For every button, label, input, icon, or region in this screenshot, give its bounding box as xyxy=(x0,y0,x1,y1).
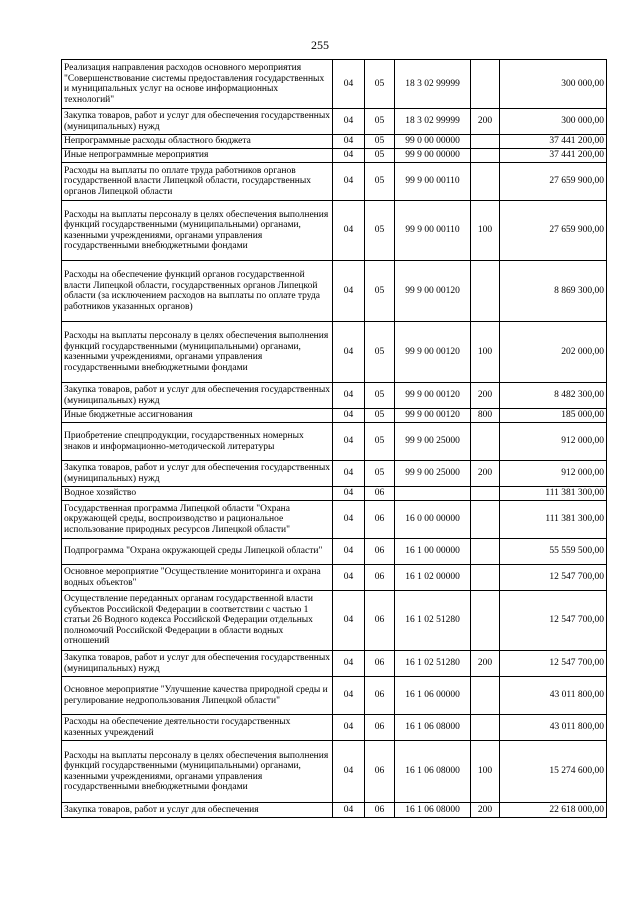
target-article-code: 99 9 00 00110 xyxy=(395,201,471,261)
section-code: 04 xyxy=(333,60,365,109)
section-code: 04 xyxy=(333,423,365,461)
section-code: 04 xyxy=(333,565,365,591)
subsection-code: 05 xyxy=(365,60,395,109)
target-article-code: 16 0 00 00000 xyxy=(395,501,471,539)
item-name: Закупка товаров, работ и услуг для обеспечения государственных (муниципальных) нужд xyxy=(62,651,333,677)
section-code: 04 xyxy=(333,461,365,487)
subsection-code: 05 xyxy=(365,322,395,383)
section-code: 04 xyxy=(333,501,365,539)
subsection-code: 06 xyxy=(365,539,395,565)
table-row xyxy=(62,651,607,677)
item-name: Расходы на обеспечение функций органов государственной власти Липецкой области, государственных органов Липецкой области (за исключением расходов на выплаты по оплате труда работников указанных органов) xyxy=(62,261,333,322)
amount: 12 547 700,00 xyxy=(500,651,607,677)
section-code: 04 xyxy=(333,677,365,715)
item-name: Закупка товаров, работ и услуг для обеспечения государственных (муниципальных) нужд xyxy=(62,383,333,409)
expense-type-code xyxy=(471,591,500,651)
amount: 15 274 600,00 xyxy=(500,741,607,803)
subsection-code: 05 xyxy=(365,409,395,423)
budget-table-body xyxy=(62,60,607,818)
table-row xyxy=(62,383,607,409)
item-name: Основное мероприятие "Улучшение качества природной среды и регулирование недропользования Липецкой области" xyxy=(62,677,333,715)
subsection-code: 06 xyxy=(365,487,395,501)
expense-type-code xyxy=(471,501,500,539)
item-name: Расходы на выплаты персоналу в целях обеспечения выполнения функций государственными (муниципальными) органами, казенными учреждениями, органами управления государственными внебюджетными фондами xyxy=(62,322,333,383)
item-name: Закупка товаров, работ и услуг для обеспечения государственных (муниципальных) нужд xyxy=(62,461,333,487)
target-article-code: 99 9 00 00120 xyxy=(395,383,471,409)
amount: 111 381 300,00 xyxy=(500,487,607,501)
target-article-code: 16 1 02 51280 xyxy=(395,591,471,651)
subsection-code: 05 xyxy=(365,135,395,149)
expense-type-code xyxy=(471,677,500,715)
subsection-code: 05 xyxy=(365,423,395,461)
subsection-code: 06 xyxy=(365,677,395,715)
item-name: Расходы на выплаты по оплате труда работников органов государственной власти Липецкой области, государственных органов Липецкой области xyxy=(62,163,333,201)
target-article-code: 16 1 06 08000 xyxy=(395,715,471,741)
expense-type-code xyxy=(471,163,500,201)
section-code: 04 xyxy=(333,163,365,201)
subsection-code: 05 xyxy=(365,149,395,163)
section-code: 04 xyxy=(333,651,365,677)
item-name: Закупка товаров, работ и услуг для обеспечения xyxy=(62,803,333,818)
item-name: Иные бюджетные ассигнования xyxy=(62,409,333,423)
section-code: 04 xyxy=(333,322,365,383)
target-article-code: 16 1 02 51280 xyxy=(395,651,471,677)
table-row xyxy=(62,109,607,135)
expense-type-code: 100 xyxy=(471,741,500,803)
expense-type-code xyxy=(471,423,500,461)
table-row xyxy=(62,149,607,163)
subsection-code: 06 xyxy=(365,803,395,818)
amount: 912 000,00 xyxy=(500,461,607,487)
section-code: 04 xyxy=(333,409,365,423)
target-article-code: 99 9 00 25000 xyxy=(395,461,471,487)
table-row xyxy=(62,409,607,423)
amount: 300 000,00 xyxy=(500,109,607,135)
section-code: 04 xyxy=(333,591,365,651)
amount: 27 659 900,00 xyxy=(500,163,607,201)
target-article-code: 16 1 00 00000 xyxy=(395,539,471,565)
target-article-code: 99 9 00 00120 xyxy=(395,409,471,423)
table-row xyxy=(62,715,607,741)
amount: 12 547 700,00 xyxy=(500,591,607,651)
expense-type-code: 200 xyxy=(471,651,500,677)
expense-type-code: 200 xyxy=(471,803,500,818)
target-article-code: 18 3 02 99999 xyxy=(395,60,471,109)
item-name: Осуществление переданных органам государственной власти субъектов Российской Федерации в соответствии с частью 1 статьи 26 Водного кодекса Российской Федерации отдельных полномочий Российской Федерации в области водных отношений xyxy=(62,591,333,651)
amount: 8 869 300,00 xyxy=(500,261,607,322)
amount: 300 000,00 xyxy=(500,60,607,109)
amount: 111 381 300,00 xyxy=(500,501,607,539)
section-code: 04 xyxy=(333,135,365,149)
expense-type-code xyxy=(471,715,500,741)
table-row xyxy=(62,741,607,803)
target-article-code: 99 9 00 25000 xyxy=(395,423,471,461)
section-code: 04 xyxy=(333,487,365,501)
subsection-code: 06 xyxy=(365,715,395,741)
table-row xyxy=(62,461,607,487)
item-name: Закупка товаров, работ и услуг для обеспечения государственных (муниципальных) нужд xyxy=(62,109,333,135)
subsection-code: 06 xyxy=(365,741,395,803)
expense-type-code xyxy=(471,565,500,591)
amount: 185 000,00 xyxy=(500,409,607,423)
target-article-code: 99 9 00 00000 xyxy=(395,149,471,163)
table-row xyxy=(62,201,607,261)
target-article-code: 18 3 02 99999 xyxy=(395,109,471,135)
target-article-code: 16 1 02 00000 xyxy=(395,565,471,591)
budget-table xyxy=(61,59,607,818)
expense-type-code: 800 xyxy=(471,409,500,423)
amount: 37 441 200,00 xyxy=(500,135,607,149)
item-name: Расходы на выплаты персоналу в целях обеспечения выполнения функций государственными (муниципальными) органами, казенными учреждениями, органами управления государственными внебюджетными фондами xyxy=(62,201,333,261)
table-row xyxy=(62,163,607,201)
subsection-code: 05 xyxy=(365,383,395,409)
table-row xyxy=(62,591,607,651)
amount: 27 659 900,00 xyxy=(500,201,607,261)
subsection-code: 05 xyxy=(365,201,395,261)
table-row xyxy=(62,261,607,322)
amount: 22 618 000,00 xyxy=(500,803,607,818)
expense-type-code: 100 xyxy=(471,322,500,383)
item-name: Основное мероприятие "Осуществление мониторинга и охрана водных объектов" xyxy=(62,565,333,591)
subsection-code: 06 xyxy=(365,591,395,651)
item-name: Водное хозяйство xyxy=(62,487,333,501)
amount: 43 011 800,00 xyxy=(500,715,607,741)
expense-type-code: 200 xyxy=(471,461,500,487)
target-article-code: 99 9 00 00120 xyxy=(395,322,471,383)
target-article-code: 16 1 06 00000 xyxy=(395,677,471,715)
expense-type-code xyxy=(471,60,500,109)
section-code: 04 xyxy=(333,201,365,261)
expense-type-code xyxy=(471,539,500,565)
table-row xyxy=(62,60,607,109)
expense-type-code xyxy=(471,487,500,501)
amount: 55 559 500,00 xyxy=(500,539,607,565)
subsection-code: 06 xyxy=(365,651,395,677)
amount: 202 000,00 xyxy=(500,322,607,383)
subsection-code: 05 xyxy=(365,461,395,487)
table-row xyxy=(62,423,607,461)
section-code: 04 xyxy=(333,383,365,409)
expense-type-code: 100 xyxy=(471,201,500,261)
table-row xyxy=(62,501,607,539)
expense-type-code xyxy=(471,261,500,322)
subsection-code: 05 xyxy=(365,109,395,135)
expense-type-code: 200 xyxy=(471,109,500,135)
section-code: 04 xyxy=(333,109,365,135)
expense-type-code xyxy=(471,149,500,163)
table-row xyxy=(62,322,607,383)
section-code: 04 xyxy=(333,803,365,818)
expense-type-code xyxy=(471,135,500,149)
target-article-code: 99 9 00 00120 xyxy=(395,261,471,322)
amount: 12 547 700,00 xyxy=(500,565,607,591)
expense-type-code: 200 xyxy=(471,383,500,409)
page-number: 255 xyxy=(311,38,329,52)
section-code: 04 xyxy=(333,715,365,741)
amount: 8 482 300,00 xyxy=(500,383,607,409)
subsection-code: 05 xyxy=(365,261,395,322)
target-article-code: 99 9 00 00110 xyxy=(395,163,471,201)
subsection-code: 05 xyxy=(365,163,395,201)
target-article-code: 16 1 06 08000 xyxy=(395,741,471,803)
amount: 37 441 200,00 xyxy=(500,149,607,163)
amount: 912 000,00 xyxy=(500,423,607,461)
subsection-code: 06 xyxy=(365,501,395,539)
table-row xyxy=(62,565,607,591)
table-row xyxy=(62,487,607,501)
target-article-code: 99 0 00 00000 xyxy=(395,135,471,149)
item-name: Иные непрограммные мероприятия xyxy=(62,149,333,163)
item-name: Государственная программа Липецкой области "Охрана окружающей среды, воспроизводство и рациональное использование природных ресурсов Липецкой области" xyxy=(62,501,333,539)
subsection-code: 06 xyxy=(365,565,395,591)
item-name: Непрограммные расходы областного бюджета xyxy=(62,135,333,149)
section-code: 04 xyxy=(333,261,365,322)
section-code: 04 xyxy=(333,741,365,803)
target-article-code: 16 1 06 08000 xyxy=(395,803,471,818)
table-row xyxy=(62,677,607,715)
target-article-code xyxy=(395,487,471,501)
section-code: 04 xyxy=(333,539,365,565)
item-name: Подпрограмма "Охрана окружающей среды Липецкой области" xyxy=(62,539,333,565)
table-row xyxy=(62,539,607,565)
item-name: Расходы на выплаты персоналу в целях обеспечения выполнения функций государственными (муниципальными) органами, казенными учреждениями, органами управления государственными внебюджетными фондами xyxy=(62,741,333,803)
item-name: Расходы на обеспечение деятельности государственных казенных учреждений xyxy=(62,715,333,741)
table-row xyxy=(62,135,607,149)
table-row xyxy=(62,803,607,818)
section-code: 04 xyxy=(333,149,365,163)
item-name: Реализация направления расходов основного мероприятия "Совершенствование системы предоставления государственных и муниципальных услуг на основе информационных технологий" xyxy=(62,60,333,109)
amount: 43 011 800,00 xyxy=(500,677,607,715)
item-name: Приобретение спецпродукции, государственных номерных знаков и информационно-методической литературы xyxy=(62,423,333,461)
